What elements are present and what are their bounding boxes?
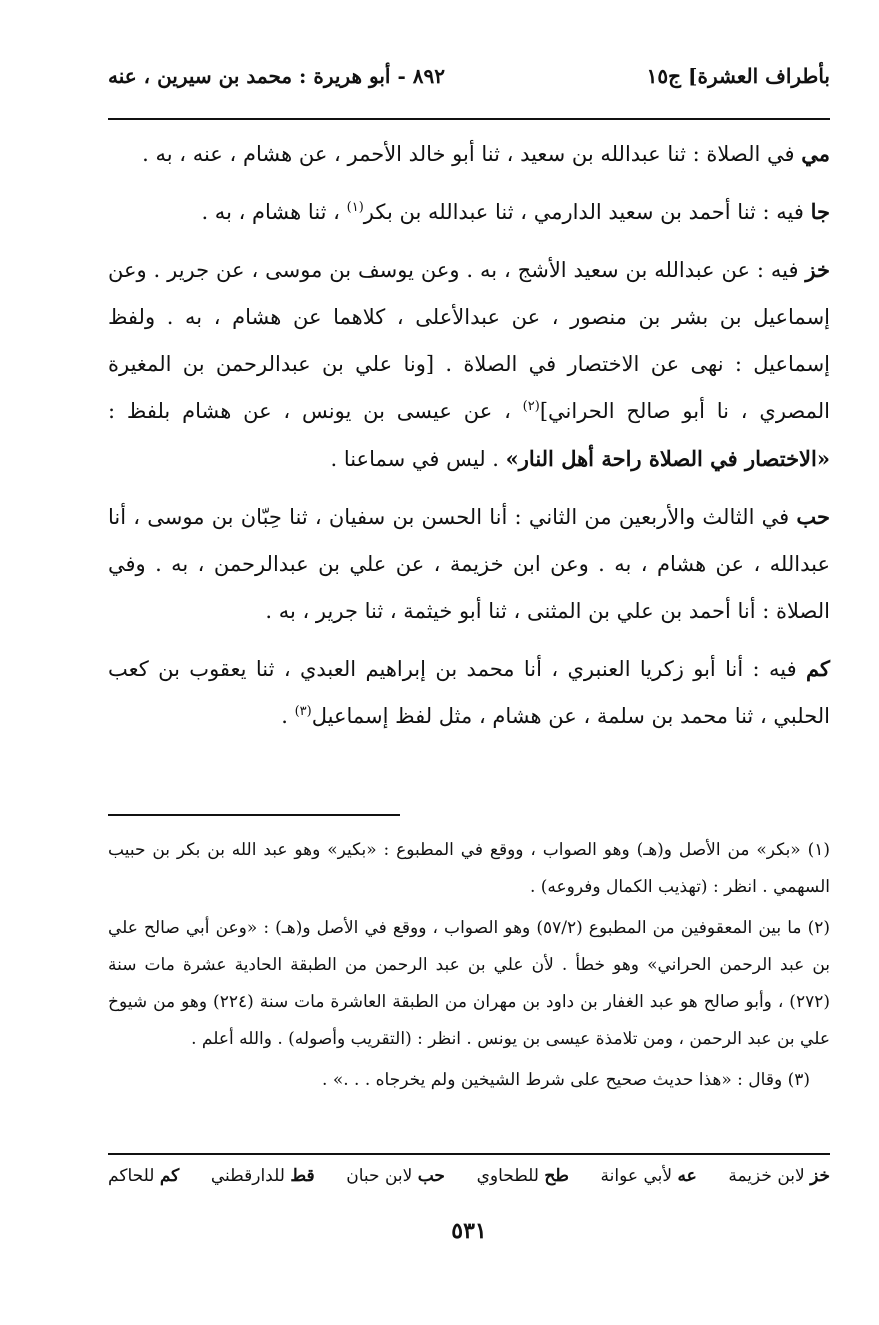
paragraph-text: ، عن عيسى بن يونس ، عن هشام بلفظ : (108, 399, 523, 423)
footnote-3: (٣) وقال : «هذا حديث صحيح على شرط الشيخين ولم يخرجاه . . .» . (322, 1070, 810, 1090)
header-hadith-title: ٨٩٢ - أبو هريرة : محمد بن سيرين ، عنه (108, 64, 445, 88)
header-rule (108, 118, 830, 120)
paragraph-ibn-khuzayma (108, 246, 830, 483)
legend-label: لابن حبان (346, 1166, 418, 1186)
paragraph-ibn-hibban (108, 493, 830, 635)
page-number: ٥٣١ (451, 1218, 487, 1244)
paragraph-text: . (281, 704, 295, 728)
hadith-quote: «الاختصار في الصلاة راحة أهل النار» (505, 446, 830, 471)
paragraph-text: فيه : ثنا أحمد بن سعيد الدارمي ، ثنا عبدالله بن بكر (363, 200, 811, 224)
source-code: كم (806, 656, 830, 681)
book-page (108, 58, 830, 1268)
legend-code: طح (544, 1166, 569, 1186)
paragraph-text: فيه : أنا أبو زكريا العنبري ، أنا محمد بن إبراهيم العبدي ، ثنا يعقوب بن كعب الحلبي ، ثنا محمد بن سلمة ، عن هشام ، مثل لفظ إسماعيل (108, 657, 830, 728)
legend-item (728, 1166, 830, 1186)
legend-item (211, 1166, 315, 1186)
footnote-2: (٢) ما بين المعقوفين من المطبوع (٥٧/٢) وهو الصواب ، ووقع في الأصل و(هـ) : «وعن أبي صالح علي بن عبد الرحمن الحراني» وهو خطأ . لأن علي بن عبد الرحمن من الطبقة الحادية عشرة مات سنة (٢٧٢) ، وأبو صالح هو عبد الغفار بن داود بن مهران من الطبقة العاشرة مات سنة (٢٢٤) وهو من شيوخ علي بن عبد الرحمن ، ومن تلامذة عيسى بن يونس . انظر : (التقريب وأصوله) . والله أعلم . (108, 918, 830, 1049)
legend-code: قط (290, 1166, 315, 1186)
paragraph-darimi (108, 130, 830, 178)
footnote-ref: (٢) (522, 399, 540, 414)
main-text (108, 130, 830, 750)
legend-code: كم (159, 1166, 180, 1186)
legend-code: حب (417, 1166, 445, 1186)
legend-label: للحاكم (108, 1166, 160, 1186)
footnote-1: (١) «بكر» من الأصل و(هـ) وهو الصواب ، ووقع في المطبوع : «بكير» وهو عبد الله بن بكر بن حبيب السهمي . انظر : (تهذيب الكمال وفروعه) . (108, 840, 830, 897)
legend-item (601, 1166, 697, 1186)
footnote-separator (108, 814, 400, 816)
legend-item (346, 1166, 445, 1186)
paragraph-text: فيه : عن عبدالله بن سعيد الأشج ، به . وعن يوسف بن موسى ، عن جرير . وعن إسماعيل بن بشر بن منصور ، عن عبدالأعلى ، كلاهما عن هشام ، به . ولفظ إسماعيل : نهى عن الاختصار في الصلاة . [ونا علي بن عبدالرحمن بن المغيرة المصري ، نا أبو صالح الحراني] (108, 258, 830, 423)
legend-rule (108, 1153, 830, 1155)
legend-code: عه (677, 1166, 697, 1186)
header-book-title: بأطراف العشرة] ج١٥ (646, 64, 830, 88)
paragraph-text: في الصلاة : ثنا عبدالله بن سعيد ، ثنا أبو خالد الأحمر ، عن هشام ، عنه ، به . (142, 142, 802, 166)
footnote-ref: (١) (346, 200, 364, 215)
legend-item (108, 1166, 179, 1186)
source-code: حب (796, 504, 830, 529)
paragraph-hakim (108, 645, 830, 740)
legend-label: للدارقطني (210, 1166, 291, 1186)
source-code: جا (810, 199, 830, 224)
legend-label: للطحاوي (476, 1166, 545, 1186)
source-code: خز (805, 257, 830, 282)
legend-item (477, 1166, 569, 1186)
running-header (108, 64, 830, 100)
footnotes (108, 832, 830, 1103)
paragraph-text: في الثالث والأربعين من الثاني : أنا الحسن بن سفيان ، ثنا حِبّان بن موسى ، أنا عبدالله ، عن هشام ، به . وعن ابن خزيمة ، عن علي بن عبدالرحمن ، به . وفي الصلاة : أنا أحمد بن علي بن المثنى ، ثنا أبو خيثمة ، ثنا جرير ، به . (108, 505, 830, 623)
source-code: مي (801, 141, 830, 166)
legend-label: لابن خزيمة (728, 1166, 811, 1186)
paragraph-ibn-jarud (108, 188, 830, 236)
paragraph-text: ، ثنا هشام ، به . (201, 200, 347, 224)
paragraph-text: . ليس في سماعنا . (330, 447, 506, 471)
legend-code: خز (810, 1166, 830, 1186)
sigla-legend (108, 1166, 830, 1186)
legend-label: لأبي عوانة (600, 1166, 678, 1186)
footnote-ref: (٣) (294, 704, 312, 719)
